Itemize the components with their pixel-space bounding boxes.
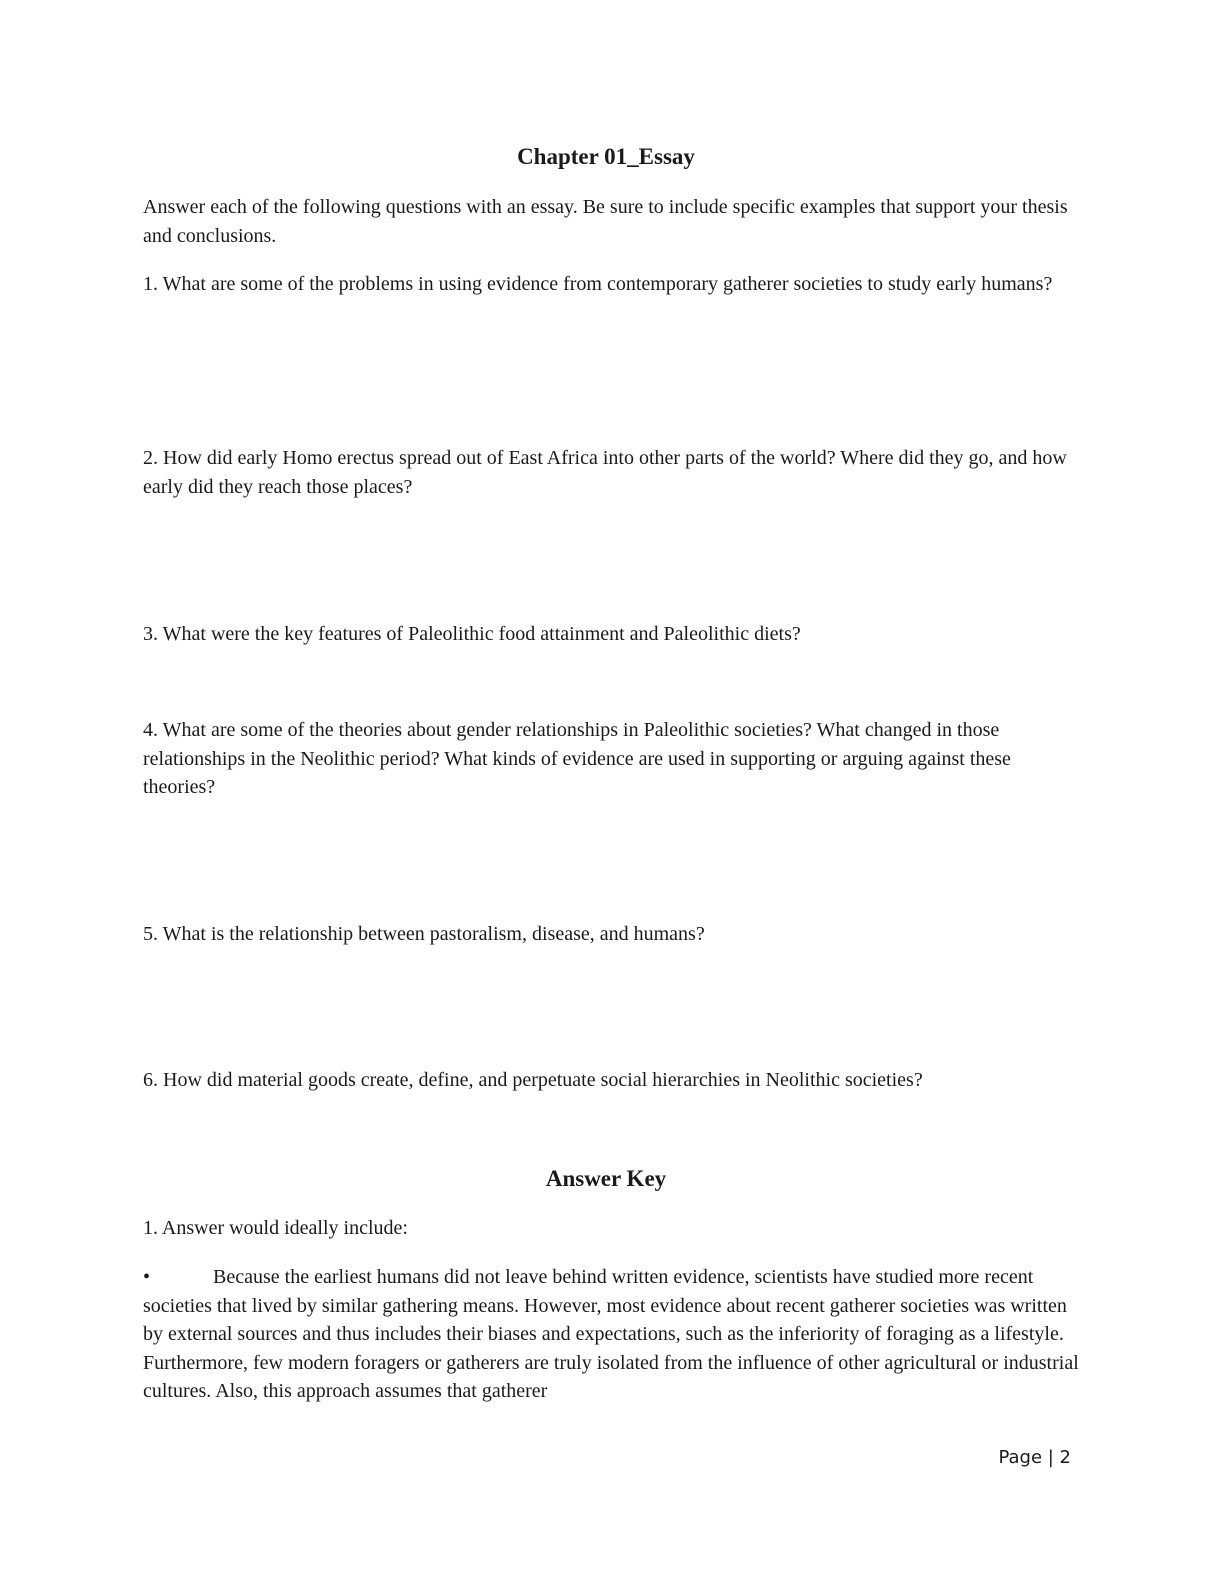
question-4: 4. What are some of the theories about gender relationships in Paleolithic societies? What changed in those relationships in the Neolithic period? What kinds of evidence are used in supporting or arguing against these theories?: [143, 719, 1011, 799]
question-1: 1. What are some of the problems in using evidence from contemporary gatherer societies to study early humans?: [143, 273, 1053, 295]
page-number: Page | 2: [998, 1447, 1071, 1468]
answer-1-bullet-text: Because the earliest humans did not leave behind written evidence, scientists have studied more recent societies that lived by similar gathering means. However, most evidence about recent gatherer societies was written by external sources and thus includes their biases and expectations, such as the inferiority of foraging as a lifestyle. Furthermore, few modern foragers or gatherers are truly isolated from the influence of other agricultural or industrial cultures. Also, this approach assumes that gatherer: [143, 1266, 1079, 1403]
question-3: 3. What were the key features of Paleolithic food attainment and Paleolithic diets?: [143, 623, 801, 645]
chapter-title: Chapter 01_Essay: [517, 144, 695, 169]
answer-1-bullet-item: [143, 1263, 1083, 1406]
answer-1-intro: 1. Answer would ideally include:: [143, 1217, 408, 1239]
instructions: Answer each of the following questions with an essay. Be sure to include specific examples that support your thesis and conclusions.: [143, 196, 1068, 247]
question-2: 2. How did early Homo erectus spread out of East Africa into other parts of the world? Where did they go, and how early did they reach those places?: [143, 447, 1067, 498]
bullet-icon: •: [143, 1266, 151, 1288]
question-5: 5. What is the relationship between pastoralism, disease, and humans?: [143, 923, 705, 945]
question-6: 6. How did material goods create, define, and perpetuate social hierarchies in Neolithic societies?: [143, 1069, 923, 1091]
answer-key-title: Answer Key: [545, 1166, 667, 1191]
